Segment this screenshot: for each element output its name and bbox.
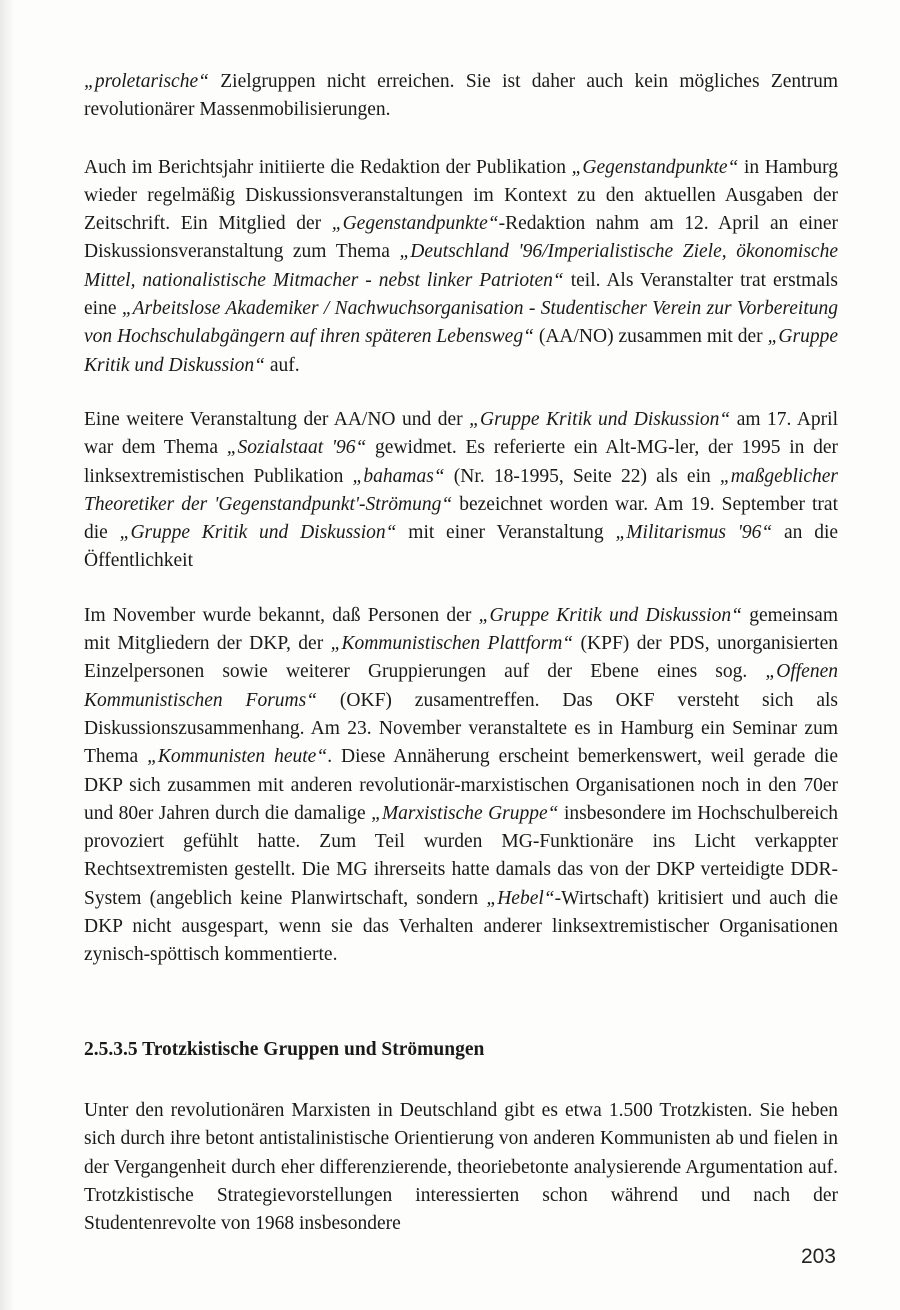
text-run: Zielgruppen nicht erreichen. Sie ist daher auch kein mögliches Zentrum revolutionärer Massenmobilisierungen. <box>84 71 838 121</box>
italic-run: „Militarismus '96“ <box>615 522 773 544</box>
text-run: auf. <box>264 354 300 376</box>
italic-run: „Kommunisten heute“ <box>147 746 328 768</box>
text-run: -Wirtschaft) kritisiert und auch die DKP nicht ausgespart, wenn sie das Verhalten anderer linksextremistischer Organisationen zynisch-spöttisch kommentierte. <box>84 887 839 966</box>
text-run: (KPF) der PDS, unorganisierten Einzelpersonen sowie weiterer Gruppierungen auf der Ebene eines sog. <box>84 633 839 683</box>
italic-run: „bahamas“ <box>352 465 445 487</box>
text-run: (AA/NO) zusammen mit der <box>533 326 768 348</box>
paragraph <box>84 406 838 576</box>
text-run: gemeinsam mit Mitgliedern der DKP, der <box>84 604 839 655</box>
italic-run: „Arbeitslose Akademiker / Nachwuchsorganisation - Studentischer Verein zur Vorbereitung von Hochschulabgängern auf ihren späteren Lebensweg“ <box>84 298 838 348</box>
italic-run: „Gruppe Kritik und Diskussion“ <box>469 408 731 430</box>
text-run: gewidmet. Es referierte ein Alt-MG-ler, der 1995 in der linksextremistischen Publikation <box>84 437 838 487</box>
italic-run: „Deutschland '96/Imperialistische Ziele, ökonomische Mittel, nationalistische Mitmacher - nebst linker Patrioten“ <box>84 241 838 291</box>
paragraph <box>84 602 838 970</box>
body-text <box>84 68 838 1264</box>
italic-run: „Gruppe Kritik und Diskussion“ <box>119 522 397 544</box>
text-run: an die Öffentlichkeit <box>84 522 839 572</box>
italic-run: „Offenen Kommunistischen Forums“ <box>84 661 838 711</box>
italic-run: „Kommunistischen Plattform“ <box>330 633 574 655</box>
text-run: teil. Als Veranstalter trat erstmals eine <box>84 269 838 320</box>
scan-edge-shadow <box>0 0 14 1310</box>
text-run: insbesondere im Hochschulbereich provoziert gefühlt hatte. Zum Teil wurden MG-Funktionäre ins Licht verkappter Rechtsextremisten gestellt. Die MG ihrerseits hatte damals das von der DKP verteidigte DDR-System (angeblich keine Planwirtschaft, sondern <box>84 802 838 909</box>
italic-run: „Gegenstandpunkte“ <box>571 156 739 178</box>
text-run: mit einer Veranstaltung <box>396 522 616 544</box>
text-run: (Nr. 18-1995, Seite 22) als ein <box>444 465 720 487</box>
text-run: bezeichnet worden war. Am 19. September trat die <box>84 493 838 544</box>
paragraph <box>84 1097 838 1238</box>
section-heading: 2.5.3.5 Trotzkistische Gruppen und Strömungen <box>84 1038 485 1060</box>
italic-run: „Gruppe Kritik und Diskussion“ <box>84 326 838 376</box>
page-number: 203 <box>800 1245 836 1268</box>
italic-run: „Gruppe Kritik und Diskussion“ <box>478 604 742 626</box>
text-run: -Redaktion nahm am 12. April an einer Diskussionsveranstaltung zum Thema <box>84 213 838 263</box>
italic-run: „maßgeblicher Theoretiker der 'Gegenstandpunkt'-Strömung“ <box>84 465 838 515</box>
text-run: (OKF) zusamentreffen. Das OKF versteht sich als Diskussionszusammenhang. Am 23. November veranstaltete es in Hamburg ein Seminar zum Thema <box>84 689 838 768</box>
text-run: Im November wurde bekannt, daß Personen der <box>84 604 479 626</box>
text-run: am 17. April war dem Thema <box>84 408 838 459</box>
italic-run: „Gegenstandpunkte“ <box>331 213 499 235</box>
text-run: . Diese Annäherung erscheint bemerkenswert, weil gerade die DKP sich zusammen mit anderen revolutionär-marxistischen Organisationen noch in den 70er und 80er Jahren durch die damalige <box>84 746 839 824</box>
italic-run: „Hebel“ <box>486 887 555 909</box>
paragraph <box>84 154 838 380</box>
text-run: in Hamburg wieder regelmäßig Diskussionsveranstaltungen im Kontext zu den aktuellen Ausgaben der Zeitschrift. Ein Mitglied der <box>84 156 838 235</box>
text-run: Unter den revolutionären Marxisten in Deutschland gibt es etwa 1.500 Trotzkisten. Sie heben sich durch ihre betont antistalinistische Orientierung von anderen Kommunisten ab und fielen in der Vergangenheit durch eher differenzierende, theoriebetonte analysierende Argumentation auf. Trotzkistische Strategievorstellungen interessierten schon während und nach der Studentenrevolte von 1968 insbesondere <box>84 1099 838 1235</box>
italic-run: „proletarische“ <box>84 71 209 92</box>
italic-run: „Sozialstaat '96“ <box>226 437 367 459</box>
paragraph <box>84 68 838 125</box>
text-run: Auch im Berichtsjahr initiierte die Redaktion der Publikation <box>84 156 572 178</box>
text-run: Eine weitere Veranstaltung der AA/NO und der <box>84 408 470 430</box>
italic-run: „Marxistische Gruppe“ <box>371 802 559 824</box>
